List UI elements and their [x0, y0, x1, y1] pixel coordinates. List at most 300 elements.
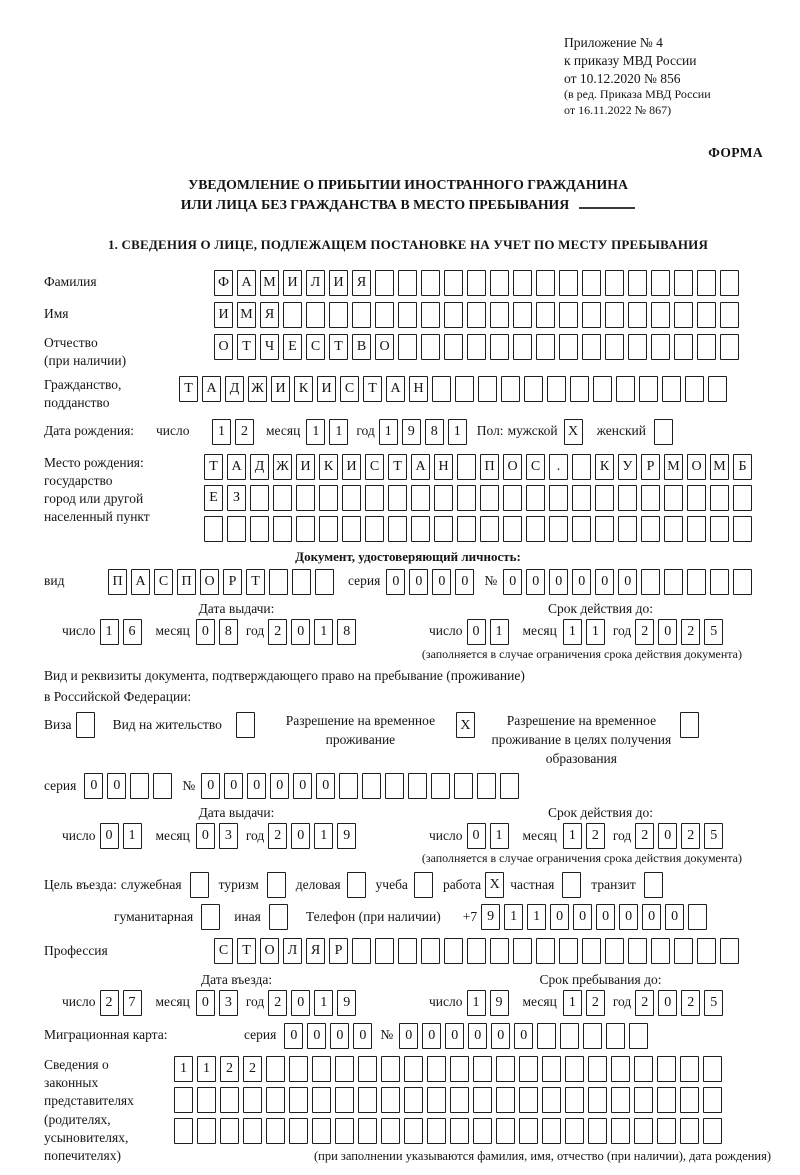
char-box[interactable]: Т — [179, 376, 198, 402]
char-box[interactable]: Я — [260, 302, 279, 328]
char-box[interactable] — [524, 376, 543, 402]
char-box[interactable] — [606, 1023, 625, 1049]
char-box[interactable]: 1 — [197, 1056, 216, 1082]
char-box[interactable]: О — [687, 454, 706, 480]
char-box[interactable]: И — [329, 270, 348, 296]
char-box[interactable]: 2 — [100, 990, 119, 1016]
char-box[interactable] — [560, 1023, 579, 1049]
char-box[interactable] — [375, 302, 394, 328]
char-box[interactable] — [130, 773, 149, 799]
char-box[interactable] — [352, 302, 371, 328]
char-box[interactable]: 0 — [386, 569, 405, 595]
char-box[interactable] — [634, 1087, 653, 1113]
char-box[interactable]: 2 — [268, 990, 287, 1016]
char-box[interactable] — [657, 1087, 676, 1113]
char-box[interactable]: 1 — [100, 619, 119, 645]
char-box[interactable]: 1 — [448, 419, 467, 445]
char-box[interactable] — [703, 1056, 722, 1082]
char-box[interactable]: 0 — [409, 569, 428, 595]
char-box[interactable]: 0 — [107, 773, 126, 799]
char-box[interactable]: Е — [204, 485, 223, 511]
char-box[interactable] — [455, 376, 474, 402]
char-box[interactable] — [490, 334, 509, 360]
char-box[interactable] — [703, 1118, 722, 1144]
char-box[interactable] — [688, 904, 707, 930]
char-box[interactable] — [651, 302, 670, 328]
char-box[interactable]: 0 — [595, 569, 614, 595]
char-box[interactable] — [250, 485, 269, 511]
char-box[interactable] — [283, 302, 302, 328]
char-box[interactable]: 0 — [467, 823, 486, 849]
char-box[interactable]: 0 — [550, 904, 569, 930]
char-box[interactable]: 9 — [337, 990, 356, 1016]
char-box[interactable] — [289, 1118, 308, 1144]
char-box[interactable] — [365, 516, 384, 542]
char-box[interactable] — [496, 1056, 515, 1082]
char-box[interactable] — [611, 1087, 630, 1113]
char-box[interactable] — [289, 1087, 308, 1113]
char-box[interactable] — [605, 270, 624, 296]
char-box[interactable] — [572, 485, 591, 511]
char-box[interactable] — [710, 485, 729, 511]
char-box[interactable]: 0 — [224, 773, 243, 799]
char-box[interactable] — [662, 376, 681, 402]
char-box[interactable] — [381, 1056, 400, 1082]
char-box[interactable] — [634, 1118, 653, 1144]
char-box[interactable]: 1 — [490, 619, 509, 645]
char-box[interactable] — [526, 485, 545, 511]
char-box[interactable] — [398, 302, 417, 328]
char-box[interactable] — [220, 1118, 239, 1144]
char-box[interactable] — [565, 1087, 584, 1113]
purpose-other-checkbox[interactable] — [269, 904, 288, 930]
char-box[interactable]: 0 — [84, 773, 103, 799]
char-box[interactable]: Т — [363, 376, 382, 402]
char-box[interactable]: 2 — [635, 619, 654, 645]
char-box[interactable]: 0 — [100, 823, 119, 849]
char-box[interactable] — [421, 334, 440, 360]
char-box[interactable] — [674, 334, 693, 360]
char-box[interactable] — [450, 1087, 469, 1113]
char-box[interactable] — [628, 270, 647, 296]
char-box[interactable] — [204, 516, 223, 542]
char-box[interactable] — [651, 938, 670, 964]
char-box[interactable] — [457, 516, 476, 542]
char-box[interactable]: 1 — [306, 419, 325, 445]
char-box[interactable] — [480, 516, 499, 542]
char-box[interactable] — [381, 1118, 400, 1144]
char-box[interactable]: 0 — [619, 904, 638, 930]
char-box[interactable]: 0 — [573, 904, 592, 930]
char-box[interactable] — [634, 1056, 653, 1082]
char-box[interactable] — [536, 938, 555, 964]
char-box[interactable] — [473, 1087, 492, 1113]
char-box[interactable]: Т — [237, 938, 256, 964]
char-box[interactable]: 1 — [563, 823, 582, 849]
char-box[interactable] — [680, 1087, 699, 1113]
char-box[interactable] — [588, 1118, 607, 1144]
char-box[interactable]: Д — [250, 454, 269, 480]
char-box[interactable]: 2 — [268, 823, 287, 849]
char-box[interactable]: О — [375, 334, 394, 360]
char-box[interactable]: 1 — [329, 419, 348, 445]
char-box[interactable]: 1 — [314, 619, 333, 645]
char-box[interactable] — [296, 485, 315, 511]
residence-permit-checkbox[interactable] — [236, 712, 255, 738]
char-box[interactable] — [501, 376, 520, 402]
char-box[interactable] — [628, 302, 647, 328]
char-box[interactable]: 0 — [330, 1023, 349, 1049]
char-box[interactable]: . — [549, 454, 568, 480]
purpose-tourism-checkbox[interactable] — [267, 872, 286, 898]
char-box[interactable] — [454, 773, 473, 799]
char-box[interactable]: Е — [283, 334, 302, 360]
char-box[interactable]: 0 — [353, 1023, 372, 1049]
char-box[interactable] — [457, 485, 476, 511]
char-box[interactable]: И — [342, 454, 361, 480]
char-box[interactable]: К — [294, 376, 313, 402]
char-box[interactable] — [174, 1087, 193, 1113]
char-box[interactable] — [490, 938, 509, 964]
char-box[interactable] — [467, 302, 486, 328]
char-box[interactable]: 0 — [247, 773, 266, 799]
char-box[interactable]: 0 — [307, 1023, 326, 1049]
char-box[interactable] — [680, 1056, 699, 1082]
char-box[interactable] — [542, 1056, 561, 1082]
char-box[interactable] — [388, 485, 407, 511]
char-box[interactable]: С — [526, 454, 545, 480]
char-box[interactable]: 0 — [596, 904, 615, 930]
char-box[interactable] — [197, 1087, 216, 1113]
char-box[interactable] — [605, 938, 624, 964]
char-box[interactable]: И — [271, 376, 290, 402]
char-box[interactable] — [513, 302, 532, 328]
char-box[interactable]: У — [618, 454, 637, 480]
char-box[interactable] — [365, 485, 384, 511]
char-box[interactable]: М — [260, 270, 279, 296]
char-box[interactable] — [273, 485, 292, 511]
char-box[interactable]: 9 — [337, 823, 356, 849]
char-box[interactable] — [352, 938, 371, 964]
char-box[interactable] — [559, 334, 578, 360]
char-box[interactable] — [243, 1118, 262, 1144]
char-box[interactable] — [674, 270, 693, 296]
char-box[interactable]: 1 — [490, 823, 509, 849]
char-box[interactable]: 8 — [219, 619, 238, 645]
char-box[interactable] — [641, 569, 660, 595]
sex-female-checkbox[interactable] — [654, 419, 673, 445]
char-box[interactable]: 3 — [219, 990, 238, 1016]
char-box[interactable]: 0 — [658, 990, 677, 1016]
char-box[interactable]: О — [200, 569, 219, 595]
char-box[interactable]: 0 — [270, 773, 289, 799]
char-box[interactable] — [467, 938, 486, 964]
char-box[interactable] — [733, 485, 752, 511]
char-box[interactable] — [404, 1118, 423, 1144]
char-box[interactable] — [421, 270, 440, 296]
char-box[interactable]: С — [154, 569, 173, 595]
char-box[interactable]: 0 — [291, 619, 310, 645]
char-box[interactable] — [628, 334, 647, 360]
char-box[interactable] — [467, 334, 486, 360]
char-box[interactable]: 0 — [526, 569, 545, 595]
char-box[interactable] — [664, 569, 683, 595]
char-box[interactable] — [611, 1056, 630, 1082]
char-box[interactable] — [605, 334, 624, 360]
char-box[interactable]: 9 — [402, 419, 421, 445]
char-box[interactable] — [174, 1118, 193, 1144]
char-box[interactable] — [572, 454, 591, 480]
char-box[interactable]: 0 — [455, 569, 474, 595]
char-box[interactable]: О — [214, 334, 233, 360]
char-box[interactable] — [490, 302, 509, 328]
char-box[interactable] — [427, 1087, 446, 1113]
char-box[interactable] — [697, 334, 716, 360]
char-box[interactable]: 9 — [481, 904, 500, 930]
char-box[interactable] — [342, 516, 361, 542]
char-box[interactable]: Д — [225, 376, 244, 402]
char-box[interactable] — [651, 334, 670, 360]
char-box[interactable] — [733, 569, 752, 595]
char-box[interactable]: А — [386, 376, 405, 402]
purpose-work-checkbox[interactable]: X — [485, 872, 504, 898]
char-box[interactable] — [657, 1056, 676, 1082]
char-box[interactable]: М — [710, 454, 729, 480]
char-box[interactable]: 2 — [681, 990, 700, 1016]
char-box[interactable]: 0 — [293, 773, 312, 799]
char-box[interactable] — [513, 270, 532, 296]
char-box[interactable] — [496, 1118, 515, 1144]
char-box[interactable] — [496, 1087, 515, 1113]
char-box[interactable] — [227, 516, 246, 542]
char-box[interactable]: С — [306, 334, 325, 360]
char-box[interactable] — [618, 485, 637, 511]
char-box[interactable] — [519, 1087, 538, 1113]
char-box[interactable]: Ф — [214, 270, 233, 296]
char-box[interactable] — [588, 1087, 607, 1113]
char-box[interactable]: 6 — [123, 619, 142, 645]
purpose-transit-checkbox[interactable] — [644, 872, 663, 898]
char-box[interactable]: М — [237, 302, 256, 328]
char-box[interactable] — [570, 376, 589, 402]
char-box[interactable] — [674, 302, 693, 328]
char-box[interactable]: 1 — [314, 823, 333, 849]
char-box[interactable] — [375, 270, 394, 296]
char-box[interactable] — [720, 938, 739, 964]
char-box[interactable]: О — [503, 454, 522, 480]
char-box[interactable]: 2 — [681, 619, 700, 645]
char-box[interactable] — [473, 1118, 492, 1144]
char-box[interactable]: 1 — [212, 419, 231, 445]
char-box[interactable] — [398, 270, 417, 296]
char-box[interactable] — [296, 516, 315, 542]
char-box[interactable] — [421, 938, 440, 964]
char-box[interactable]: 0 — [196, 619, 215, 645]
char-box[interactable] — [593, 376, 612, 402]
char-box[interactable] — [478, 376, 497, 402]
char-box[interactable] — [473, 1056, 492, 1082]
char-box[interactable]: 7 — [123, 990, 142, 1016]
char-box[interactable]: И — [214, 302, 233, 328]
char-box[interactable] — [427, 1118, 446, 1144]
char-box[interactable]: 1 — [563, 990, 582, 1016]
char-box[interactable] — [582, 334, 601, 360]
char-box[interactable]: 2 — [268, 619, 287, 645]
char-box[interactable] — [467, 270, 486, 296]
char-box[interactable]: 1 — [123, 823, 142, 849]
char-box[interactable] — [733, 516, 752, 542]
char-box[interactable] — [266, 1087, 285, 1113]
char-box[interactable] — [685, 376, 704, 402]
char-box[interactable]: 1 — [527, 904, 546, 930]
char-box[interactable] — [513, 334, 532, 360]
char-box[interactable]: А — [411, 454, 430, 480]
char-box[interactable]: 0 — [642, 904, 661, 930]
char-box[interactable]: В — [352, 334, 371, 360]
temp-residence-permit-edu-checkbox[interactable] — [680, 712, 699, 738]
char-box[interactable] — [358, 1087, 377, 1113]
char-box[interactable]: 1 — [379, 419, 398, 445]
char-box[interactable] — [500, 773, 519, 799]
char-box[interactable]: 2 — [681, 823, 700, 849]
char-box[interactable] — [434, 485, 453, 511]
char-box[interactable] — [588, 1056, 607, 1082]
char-box[interactable] — [687, 485, 706, 511]
char-box[interactable] — [664, 485, 683, 511]
char-box[interactable] — [697, 302, 716, 328]
char-box[interactable]: Ж — [273, 454, 292, 480]
char-box[interactable] — [549, 485, 568, 511]
char-box[interactable] — [480, 485, 499, 511]
char-box[interactable]: 0 — [201, 773, 220, 799]
char-box[interactable]: 0 — [572, 569, 591, 595]
char-box[interactable] — [427, 1056, 446, 1082]
char-box[interactable] — [457, 454, 476, 480]
purpose-official-checkbox[interactable] — [190, 872, 209, 898]
char-box[interactable] — [537, 1023, 556, 1049]
char-box[interactable] — [519, 1118, 538, 1144]
char-box[interactable] — [444, 334, 463, 360]
char-box[interactable]: 0 — [422, 1023, 441, 1049]
char-box[interactable]: 0 — [503, 569, 522, 595]
char-box[interactable]: 2 — [635, 823, 654, 849]
char-box[interactable]: Ж — [248, 376, 267, 402]
char-box[interactable] — [292, 569, 311, 595]
char-box[interactable] — [641, 516, 660, 542]
char-box[interactable] — [421, 302, 440, 328]
char-box[interactable] — [339, 773, 358, 799]
char-box[interactable]: 2 — [243, 1056, 262, 1082]
purpose-business-checkbox[interactable] — [347, 872, 366, 898]
char-box[interactable] — [319, 485, 338, 511]
char-box[interactable] — [404, 1056, 423, 1082]
char-box[interactable] — [398, 938, 417, 964]
char-box[interactable]: М — [664, 454, 683, 480]
char-box[interactable]: Я — [352, 270, 371, 296]
char-box[interactable]: 0 — [658, 823, 677, 849]
char-box[interactable] — [629, 1023, 648, 1049]
char-box[interactable] — [358, 1118, 377, 1144]
char-box[interactable]: П — [480, 454, 499, 480]
char-box[interactable] — [358, 1056, 377, 1082]
char-box[interactable] — [582, 270, 601, 296]
char-box[interactable] — [153, 773, 172, 799]
char-box[interactable]: 2 — [586, 990, 605, 1016]
char-box[interactable] — [595, 485, 614, 511]
char-box[interactable] — [611, 1118, 630, 1144]
char-box[interactable] — [266, 1118, 285, 1144]
sex-male-checkbox[interactable]: X — [564, 419, 583, 445]
char-box[interactable]: И — [317, 376, 336, 402]
purpose-humanitarian-checkbox[interactable] — [201, 904, 220, 930]
char-box[interactable]: К — [319, 454, 338, 480]
char-box[interactable]: Т — [204, 454, 223, 480]
char-box[interactable]: П — [177, 569, 196, 595]
char-box[interactable] — [710, 516, 729, 542]
char-box[interactable]: 8 — [425, 419, 444, 445]
char-box[interactable] — [565, 1056, 584, 1082]
char-box[interactable]: Т — [246, 569, 265, 595]
char-box[interactable] — [680, 1118, 699, 1144]
char-box[interactable] — [536, 302, 555, 328]
char-box[interactable]: 0 — [291, 823, 310, 849]
purpose-study-checkbox[interactable] — [414, 872, 433, 898]
char-box[interactable]: С — [214, 938, 233, 964]
char-box[interactable] — [547, 376, 566, 402]
char-box[interactable] — [381, 1087, 400, 1113]
char-box[interactable] — [431, 773, 450, 799]
char-box[interactable] — [398, 334, 417, 360]
char-box[interactable] — [583, 1023, 602, 1049]
char-box[interactable] — [444, 270, 463, 296]
char-box[interactable]: И — [283, 270, 302, 296]
char-box[interactable] — [526, 516, 545, 542]
char-box[interactable]: 0 — [468, 1023, 487, 1049]
char-box[interactable]: К — [595, 454, 614, 480]
char-box[interactable]: 0 — [491, 1023, 510, 1049]
char-box[interactable]: 0 — [618, 569, 637, 595]
char-box[interactable] — [444, 938, 463, 964]
char-box[interactable]: Б — [733, 454, 752, 480]
char-box[interactable] — [657, 1118, 676, 1144]
char-box[interactable] — [703, 1087, 722, 1113]
char-box[interactable] — [536, 334, 555, 360]
char-box[interactable]: Н — [434, 454, 453, 480]
char-box[interactable] — [450, 1118, 469, 1144]
char-box[interactable] — [335, 1087, 354, 1113]
char-box[interactable] — [519, 1056, 538, 1082]
char-box[interactable]: 3 — [219, 823, 238, 849]
char-box[interactable]: 2 — [235, 419, 254, 445]
char-box[interactable]: 0 — [399, 1023, 418, 1049]
char-box[interactable] — [651, 270, 670, 296]
char-box[interactable] — [720, 270, 739, 296]
char-box[interactable]: 8 — [337, 619, 356, 645]
char-box[interactable] — [444, 302, 463, 328]
char-box[interactable] — [385, 773, 404, 799]
char-box[interactable]: Н — [409, 376, 428, 402]
char-box[interactable] — [595, 516, 614, 542]
char-box[interactable] — [503, 516, 522, 542]
char-box[interactable] — [335, 1118, 354, 1144]
char-box[interactable]: 0 — [196, 823, 215, 849]
char-box[interactable]: 5 — [704, 619, 723, 645]
char-box[interactable] — [289, 1056, 308, 1082]
char-box[interactable] — [220, 1087, 239, 1113]
char-box[interactable] — [273, 516, 292, 542]
char-box[interactable] — [618, 516, 637, 542]
char-box[interactable] — [616, 376, 635, 402]
